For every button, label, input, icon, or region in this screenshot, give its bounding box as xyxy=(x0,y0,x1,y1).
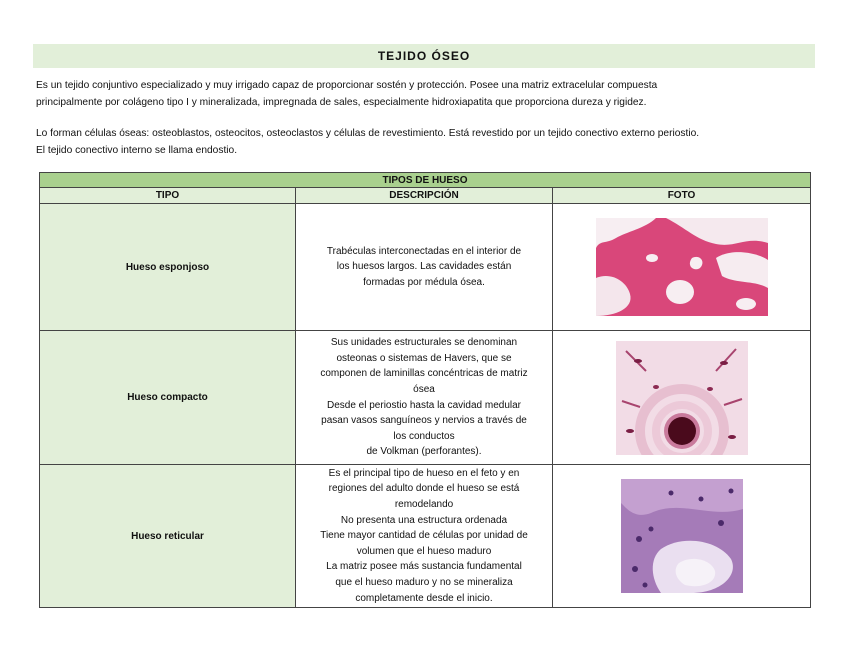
table-row xyxy=(40,204,811,331)
table-row xyxy=(40,331,811,465)
desc-line: de Volkman (perforantes). xyxy=(366,446,482,458)
intro-line-1: Es un tejido conjuntivo especializado y muy irrigado capaz de proporcionar sostén y protección. Posee una matriz extracelular compuesta xyxy=(36,80,658,91)
table-title: TIPOS DE HUESO xyxy=(40,173,811,188)
row-type: Hueso compacto xyxy=(40,331,296,465)
row-type: Hueso reticular xyxy=(40,465,296,608)
desc-line: remodelando xyxy=(394,499,454,511)
row-description xyxy=(296,331,553,465)
cells-line-1: Lo forman células óseas: osteoblastos, osteocitos, osteoclastos y células de revestimiento. Está revestido por un tejido conectivo externo periostio. xyxy=(36,128,700,139)
bone-types-table xyxy=(39,172,811,608)
desc-line: pasan vasos sanguíneos y nervios a través de xyxy=(321,415,527,427)
desc-line: volumen que el hueso maduro xyxy=(356,545,492,557)
row-type: Hueso esponjoso xyxy=(40,204,296,331)
row-photo xyxy=(553,204,811,331)
page-title: TEJIDO ÓSEO xyxy=(33,44,815,68)
intro-line-2: principalmente por colágeno tipo I y mineralizada, impregnada de sales, especialmente hidroxiapatita que proporciona dureza y rigidez. xyxy=(36,97,647,108)
desc-line: osteonas o sistemas de Havers, que se xyxy=(336,352,512,364)
compact-bone-photo xyxy=(616,341,748,455)
desc-line: los conductos xyxy=(393,430,455,442)
row-description xyxy=(296,465,553,608)
desc-line: regiones del adulto donde el hueso se está xyxy=(328,483,520,495)
cells-paragraph xyxy=(36,125,816,159)
desc-line: ósea xyxy=(413,383,435,395)
desc-line: No presenta una estructura ordenada xyxy=(340,514,508,526)
row-photo xyxy=(553,331,811,465)
desc-line: Trabéculas interconectadas en el interior de xyxy=(326,245,522,257)
intro-paragraph xyxy=(36,77,816,111)
desc-line: completamente desde el inicio. xyxy=(355,592,493,604)
table-row xyxy=(40,465,811,608)
desc-line: La matriz posee más sustancia fundamental xyxy=(326,561,522,573)
header-descripcion: DESCRIPCIÓN xyxy=(296,188,553,204)
woven-bone-photo xyxy=(621,479,743,593)
header-tipo: TIPO xyxy=(40,188,296,204)
desc-line: Tiene mayor cantidad de células por unidad de xyxy=(320,530,528,542)
cells-line-2: El tejido conectivo interno se llama endostio. xyxy=(36,145,238,156)
spongy-bone-photo xyxy=(596,218,768,316)
desc-line: los huesos largos. Las cavidades están xyxy=(336,261,512,273)
header-foto: FOTO xyxy=(553,188,811,204)
desc-line: Sus unidades estructurales se denominan xyxy=(330,337,518,349)
desc-line: componen de laminillas concéntricas de matriz xyxy=(320,368,528,380)
desc-line: formadas por médula ósea. xyxy=(363,276,485,288)
desc-line: Desde el periostio hasta la cavidad medular xyxy=(327,399,521,411)
row-photo xyxy=(553,465,811,608)
desc-line: que el hueso maduro y no se mineraliza xyxy=(335,576,513,588)
row-description xyxy=(296,204,553,331)
desc-line: Es el principal tipo de hueso en el feto y en xyxy=(328,467,520,479)
